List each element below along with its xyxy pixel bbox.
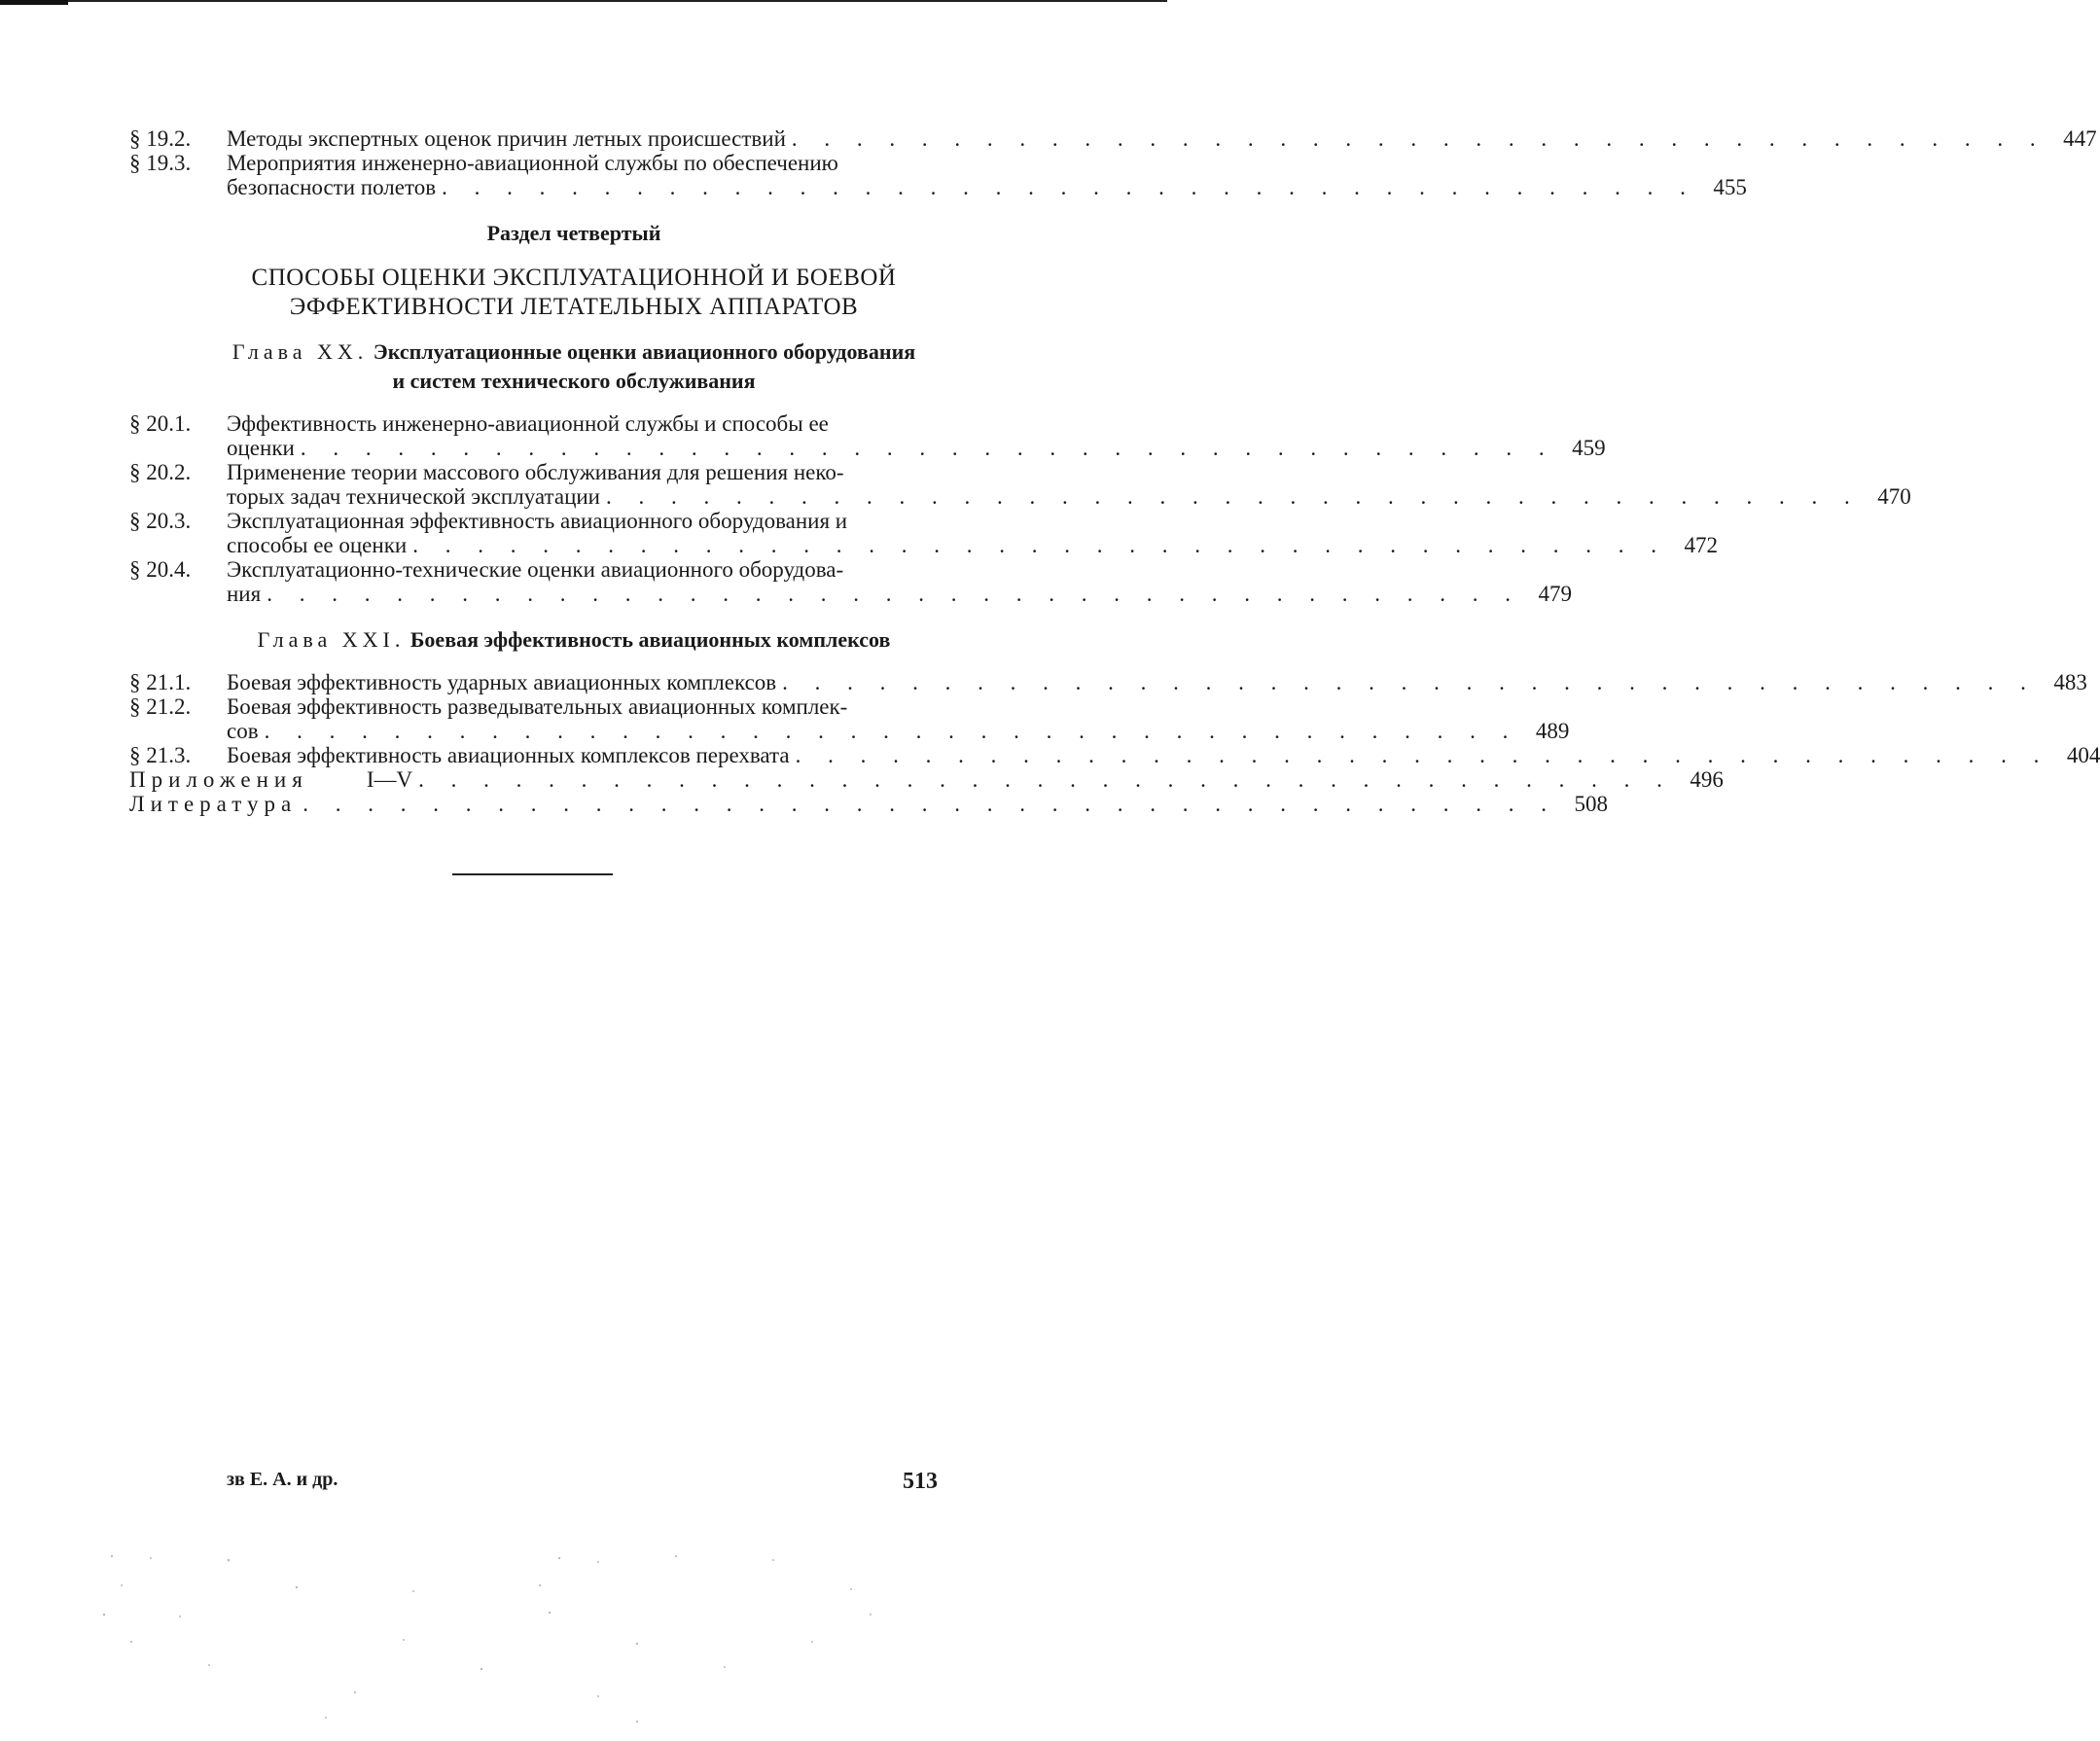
section-label: Раздел четвертый [486,221,661,245]
toc-entry-20-2 [129,460,1911,509]
toc-entry-page: 496 [1690,767,1724,792]
toc-entry-20-3 [129,509,1718,557]
toc-entry-number: § 19.3. [129,151,192,175]
toc-entry-page: 489 [1535,719,1570,743]
toc-entry-title-cont: ния [227,582,262,606]
toc-entry-number: § 21.2. [129,694,192,719]
dot-leader: . . . . . . . . . . . . . . . . . . . . . . . . . . . . . . . . . . . . . . . [606,484,1861,509]
toc-entry-21-1 [129,670,2087,694]
toc-entry-title: Эксплуатационно-технические оценки авиационного оборудова- [227,557,844,582]
toc-entry-page: 459 [1572,436,1606,460]
end-rule [452,873,613,875]
toc-literature [129,792,1608,816]
chapter-title: Боевая эффективность авиационных комплексов [409,627,891,652]
toc-entry-20-1 [129,411,1606,460]
toc-entry-title: Применение теории массового обслуживания для решения неко- [227,460,844,484]
toc-entry-number: § 19.2. [129,126,192,151]
toc-appendices-range: I—V [366,767,413,792]
toc-entry-19-3 [129,151,1747,199]
chapter-20-heading [129,338,1018,396]
toc-entry-title: Боевая эффективность разведывательных авиационных комплек- [227,694,848,719]
toc-entry-title-cont: способы ее оценки [227,533,408,557]
dot-leader: . . . . . . . . . . . . . . . . . . . . . . . . . . . . . . . . . . . . . . . [300,436,1555,460]
toc-entry-number: § 20.2. [129,460,192,484]
toc-entry-page: 479 [1538,582,1572,606]
toc-entry-page: 404 [2066,743,2100,767]
dot-leader: . . . . . . . . . . . . . . . . . . . . . . . . . . . . . . . . . . . . . . . [418,767,1673,792]
top-border-line [0,0,1167,7]
toc-entry-number: § 20.3. [129,509,192,533]
dot-leader: . . . . . . . . . . . . . . . . . . . . . . . . . . . . . . . . . . . . . . . [442,175,1696,199]
toc-group-ch19 [129,126,2097,199]
toc-entry-title: Боевая эффективность авиационных комплексов перехвата [227,743,790,767]
toc-literature-label: Литература [129,792,298,816]
scan-noise [92,1546,929,1741]
toc-group-ch21 [129,670,2100,767]
section-title-line-2: ЭФФЕКТИВНОСТИ ЛЕТАТЕЛЬНЫХ АППАРАТОВ [289,294,859,320]
footer-author: зв Е. А. и др. [227,1469,338,1490]
toc-entry-number: § 21.3. [129,743,192,767]
toc-entry-page: 447 [2063,126,2097,151]
toc-entry-page: 455 [1713,175,1747,199]
toc-entry-21-2 [129,694,1570,743]
toc-entry-title-cont: торых задач технической эксплуатации [227,484,600,509]
toc-entry-title-cont: безопасности полетов [227,175,437,199]
dot-leader: . . . . . . . . . . . . . . . . . . . . . . . . . . . . . . . . . . . . . . . [791,126,2047,151]
page-number: 513 [903,1469,938,1494]
toc-entry-number: § 20.1. [129,411,192,436]
chapter-title: Эксплуатационные оценки авиационного оборудования [373,339,916,364]
toc-group-ch20 [129,411,1911,606]
toc-entry-number: § 20.4. [129,557,192,582]
toc-entry-title: Эффективность инженерно-авиационной службы и способы ее [227,411,829,436]
dot-leader: . . . . . . . . . . . . . . . . . . . . . . . . . . . . . . . . . . . . . . . [267,582,1521,606]
toc-entry-page: 470 [1877,484,1911,509]
chapter-prefix: Глава XX. [231,339,369,364]
section-title [129,264,1018,322]
toc-entry-21-3 [129,743,2100,767]
toc-entry-title-cont: сов [227,719,259,743]
dot-leader: . . . . . . . . . . . . . . . . . . . . . . . . . . . . . . . . . . . . . . . [795,743,2050,767]
toc-entry-number: § 21.1. [129,670,192,694]
chapter-21-heading [129,625,1018,655]
toc-entry-title: Боевая эффективность ударных авиационных комплексов [227,670,777,694]
toc-entry-title: Методы экспертных оценок причин летных происшествий [227,126,786,151]
toc-entry-20-4 [129,557,1572,606]
toc-entry-page: 472 [1684,533,1718,557]
toc-appendices-label: Приложения [129,767,308,792]
section-title-line-1: СПОСОБЫ ОЦЕНКИ ЭКСПЛУАТАЦИОННОЙ И БОЕВОЙ [251,265,897,291]
chapter-prefix: Глава XXI. [257,627,406,652]
toc-appendices [129,767,1724,792]
toc-entry-title-cont: оценки [227,436,295,460]
dot-leader: . . . . . . . . . . . . . . . . . . . . . . . . . . . . . . . . . . . . . . . [782,670,2037,694]
toc-entry-19-2 [129,126,2097,151]
toc-page [129,126,2100,816]
dot-leader: . . . . . . . . . . . . . . . . . . . . . . . . . . . . . . . . . . . . . . . [264,719,1519,743]
top-border-mark [0,0,68,5]
toc-entry-title: Мероприятия инженерно-авиационной службы по обеспечению [227,151,838,175]
dot-leader: . . . . . . . . . . . . . . . . . . . . . . . . . . . . . . . . . . . . . . . [303,792,1557,816]
toc-entry-title: Эксплуатационная эффективность авиационного оборудования и [227,509,848,533]
chapter-title-cont: и систем технического обслуживания [392,369,756,393]
dot-leader: . . . . . . . . . . . . . . . . . . . . . . . . . . . . . . . . . . . . . . . [412,533,1667,557]
toc-entry-page: 483 [2053,670,2087,694]
toc-entry-page: 508 [1574,792,1608,816]
